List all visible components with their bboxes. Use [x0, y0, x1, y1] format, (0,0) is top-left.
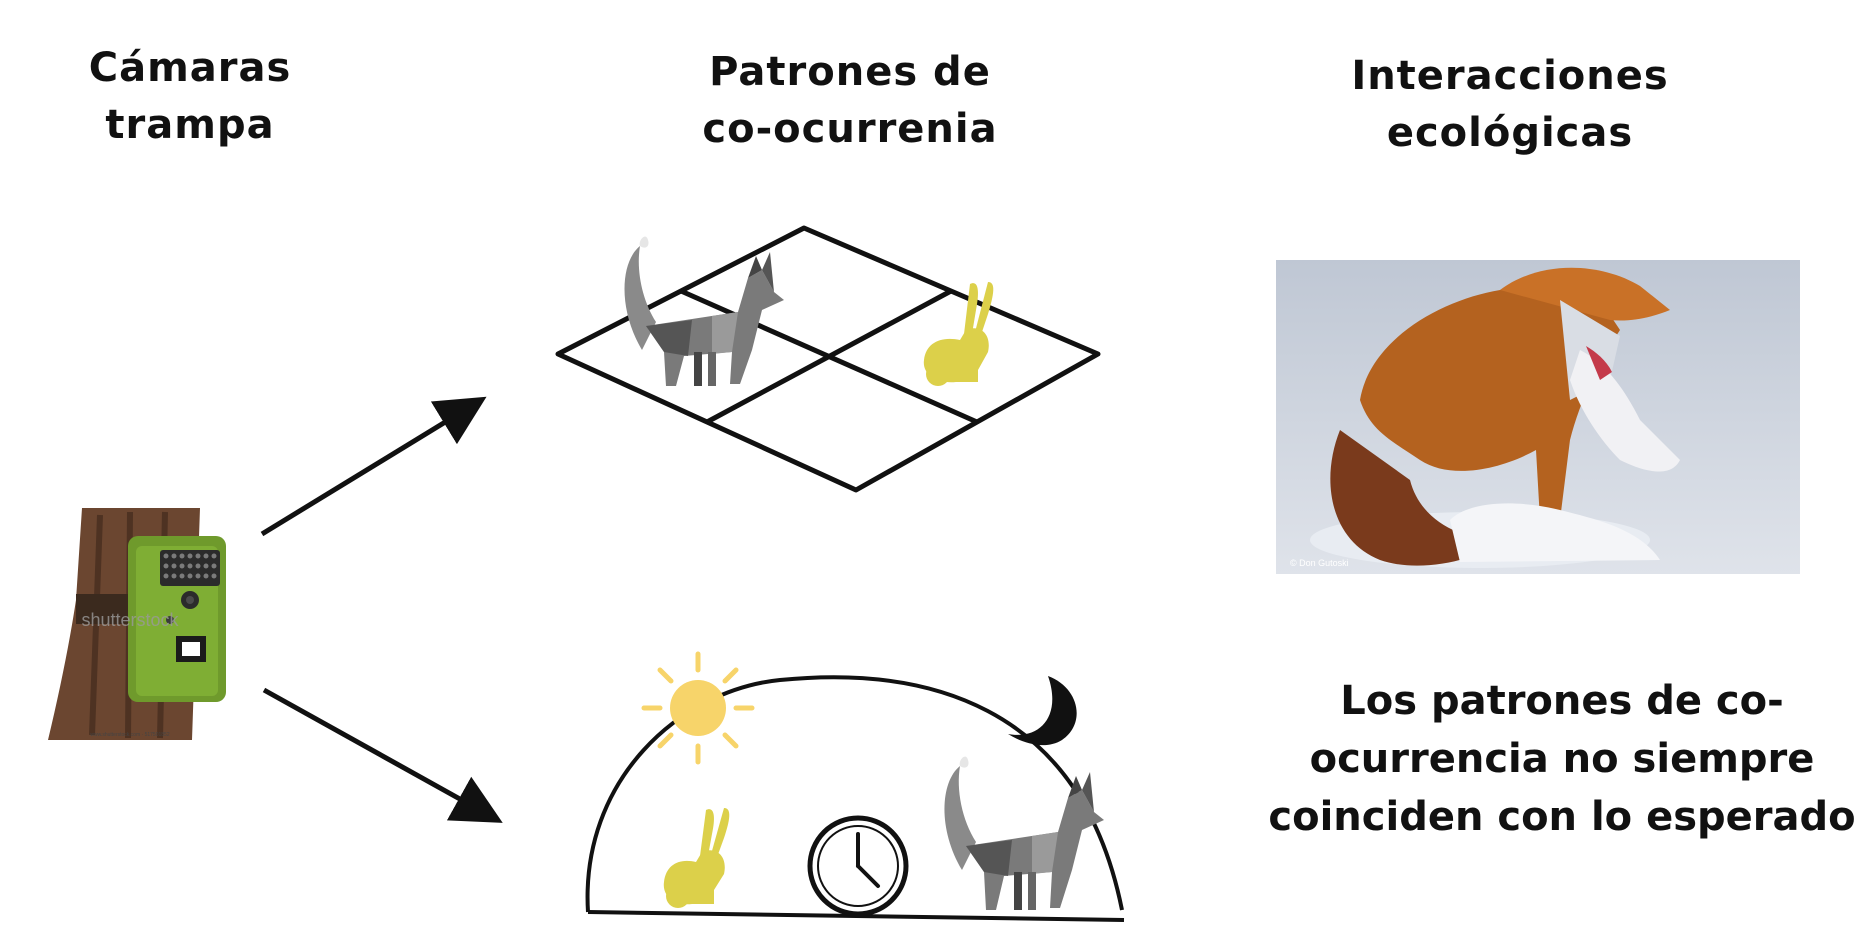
arrow-to-co-occurrence [262, 402, 478, 534]
heading-line: ecológicas [1386, 110, 1634, 156]
heading-line: Patrones de [709, 49, 991, 95]
fox-predation-photo [1276, 260, 1800, 574]
spatial-grid [558, 228, 1098, 490]
moon-icon [1008, 676, 1077, 745]
stock-watermark: shutterstock [81, 610, 179, 630]
conclusion-line: Los patrones de co- [1340, 678, 1784, 724]
heading-line: trampa [105, 102, 275, 148]
heading-line: co-ocurrenia [702, 106, 998, 152]
rabbit-icon [664, 808, 729, 908]
camera-trap-image [48, 508, 226, 740]
stock-caption: www.shutterstock.com · 517501852 [90, 732, 170, 738]
gray-fox-icon [945, 757, 1105, 910]
heading-line: Interacciones [1351, 53, 1669, 99]
photo-credit: © Don Gutoski [1290, 558, 1349, 568]
heading-line: Cámaras [88, 45, 292, 91]
sun-icon [644, 654, 752, 762]
arrow-to-activity [264, 690, 494, 818]
gray-fox-icon [625, 237, 785, 386]
conclusion-line: coinciden con lo esperado [1268, 794, 1856, 840]
conclusion-line: ocurrencia no siempre [1309, 736, 1815, 782]
clock-icon [810, 818, 906, 914]
conclusion-text [1252, 672, 1872, 846]
